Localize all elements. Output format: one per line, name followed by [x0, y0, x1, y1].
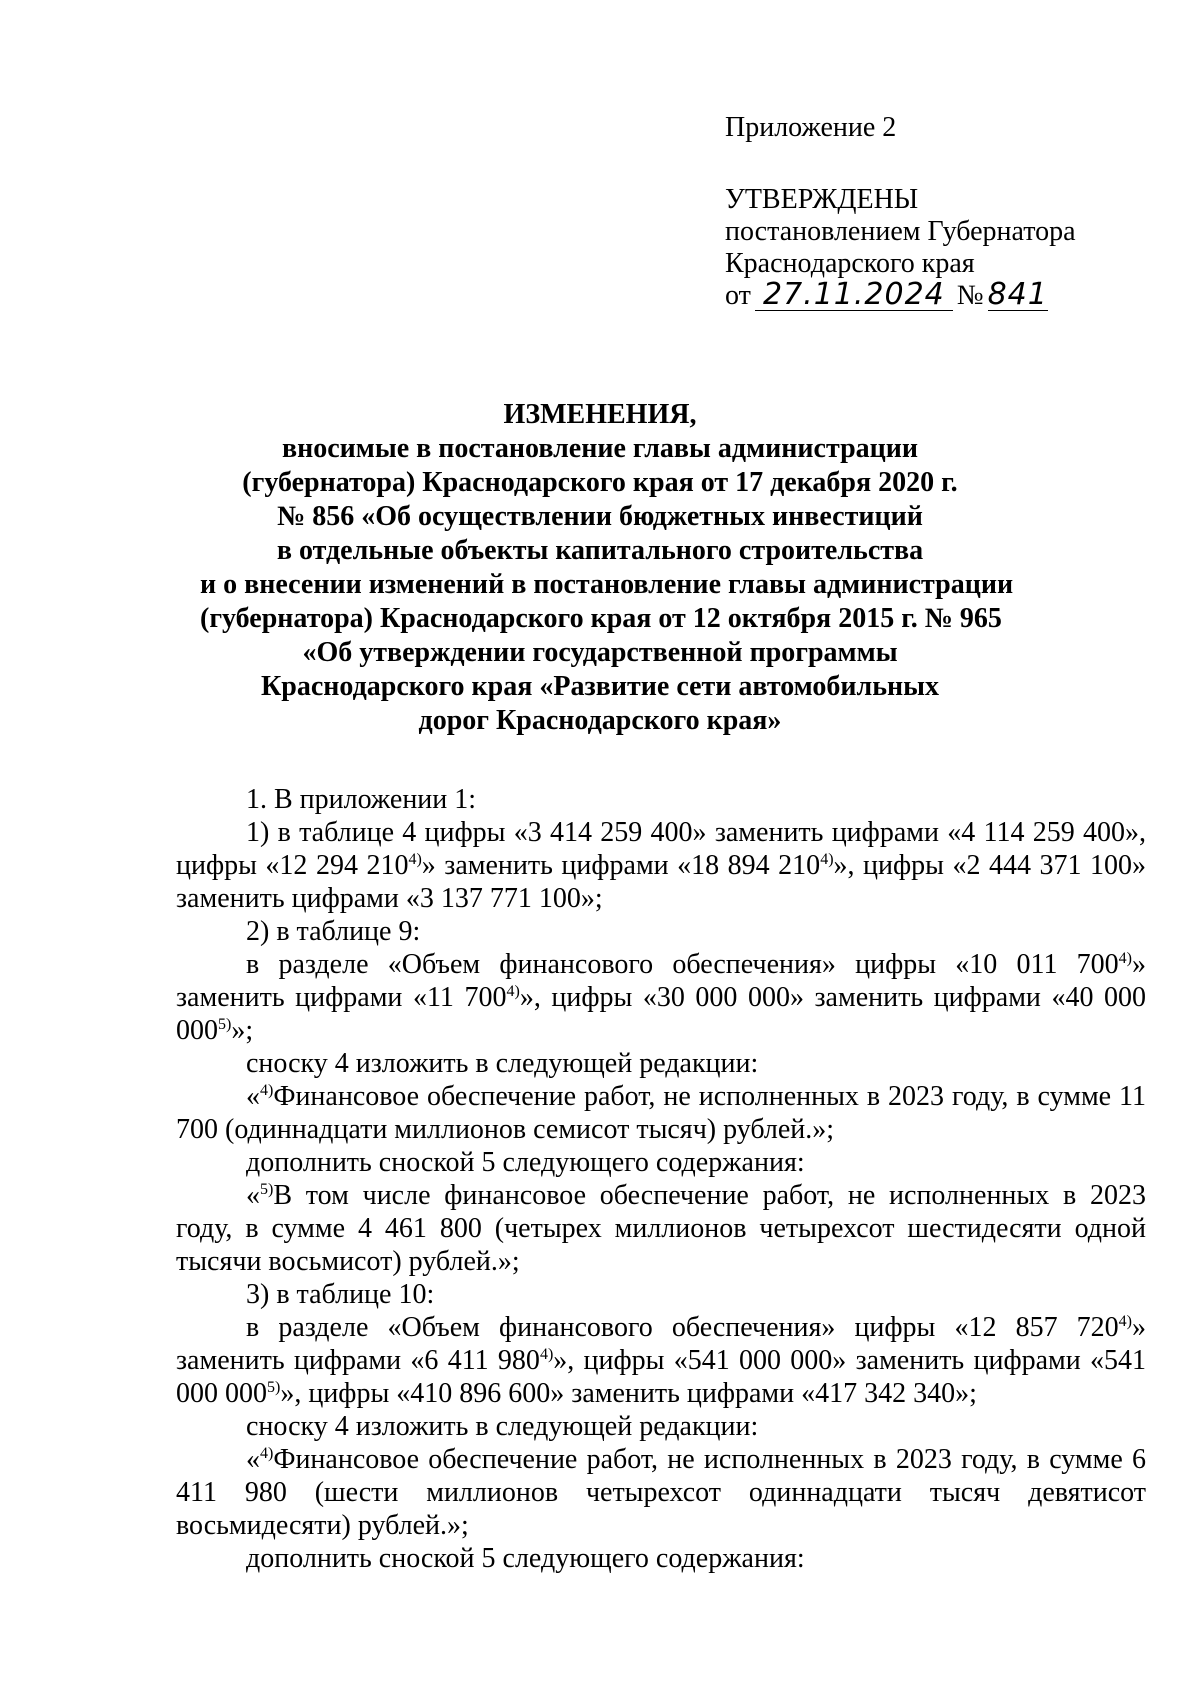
paragraph-table-10: 3) в таблице 10:	[246, 1279, 435, 1310]
paragraph-footnote-4-edit: сноску 4 изложить в следующей редакции:	[246, 1048, 759, 1079]
approved-by-line1: постановлением Губернатора	[725, 216, 1076, 247]
paragraph-table-4: 1) в таблице 4 цифры «3 414 259 400» заменить цифрами «4 114 259 400», цифры «12 294 210$^{4)}$» заменить цифрами «18 894 210$^{4)}$», цифры «2 444 371 100» заменить цифрами «3 137 771 100»;	[176, 817, 1146, 914]
date-prefix: от	[725, 280, 751, 311]
title-line: (губернатора) Краснодарского края от 17 декабря 2020 г.	[242, 467, 958, 498]
appendix-label: Приложение 2	[725, 112, 897, 143]
number-prefix: №	[956, 280, 984, 311]
title-line: дорог Краснодарского края»	[418, 705, 782, 736]
approval-block	[725, 112, 1145, 312]
paragraph-table-9: 2) в таблице 9:	[246, 916, 421, 947]
paragraph-footnote-5-add: дополнить сноской 5 следующего содержания:	[246, 1147, 805, 1178]
handwritten-number: 841	[987, 277, 1048, 312]
title-line: Краснодарского края «Развитие сети автомобильных	[260, 671, 940, 702]
title-line: «Об утверждении государственной программы	[302, 637, 898, 668]
paragraph-footnote-4-edit-2: сноску 4 изложить в следующей редакции:	[246, 1411, 759, 1442]
title-line: (губернатора) Краснодарского края от 12 октября 2015 г. № 965	[200, 603, 1002, 634]
title-line: вносимые в постановление главы администрации	[281, 433, 919, 464]
title-line: № 856 «Об осуществлении бюджетных инвестиций	[277, 501, 923, 532]
paragraph-footnote-4-text-2: «$^{4)}$Финансовое обеспечение работ, не исполненных в 2023 году, в сумме 6 411 980 (шести миллионов четырехсот одиннадцати тысяч девятисот восьмидесяти) рублей.»;	[176, 1444, 1146, 1541]
paragraph-table-10-section: в разделе «Объем финансового обеспечения» цифры «12 857 720$^{4)}$» заменить цифрами «6 411 980$^{4)}$», цифры «541 000 000» заменить цифрами «541 000 000$^{5)}$», цифры «410 896 600» заменить цифрами «417 342 340»;	[176, 1312, 1146, 1409]
handwritten-date: 27.11.2024	[755, 280, 953, 311]
paragraph-table-9-section: в разделе «Объем финансового обеспечения» цифры «10 011 700$^{4)}$» заменить цифрами «11 700$^{4)}$», цифры «30 000 000» заменить цифрами «40 000 000$^{5)}$»;	[176, 949, 1147, 1046]
title-line: в отдельные объекты капитального строительства	[276, 535, 924, 566]
approved-by-line2: Краснодарского края	[725, 248, 975, 279]
paragraph-item-1: 1. В приложении 1:	[246, 784, 477, 815]
approved-label: УТВЕРЖДЕНЫ	[725, 184, 919, 215]
document-title	[200, 398, 1014, 738]
title-heading: ИЗМЕНЕНИЯ,	[503, 399, 697, 430]
paragraph-footnote-5-text: «$^{5)}$В том числе финансовое обеспечение работ, не исполненных в 2023 году, в сумме 4 461 800 (четырех миллионов четырехсот шестидесяти одной тысячи восьмисот) рублей.»;	[176, 1180, 1146, 1277]
paragraph-footnote-5-add-2: дополнить сноской 5 следующего содержания:	[246, 1543, 805, 1574]
title-line: и о внесении изменений в постановление главы администрации	[200, 569, 1014, 600]
approval-date-line	[725, 277, 1145, 312]
document-body	[176, 783, 1146, 1575]
paragraph-footnote-4-text: «$^{4)}$Финансовое обеспечение работ, не исполненных в 2023 году, в сумме 11 700 (одиннадцати миллионов семисот тысяч) рублей.»;	[176, 1081, 1146, 1145]
